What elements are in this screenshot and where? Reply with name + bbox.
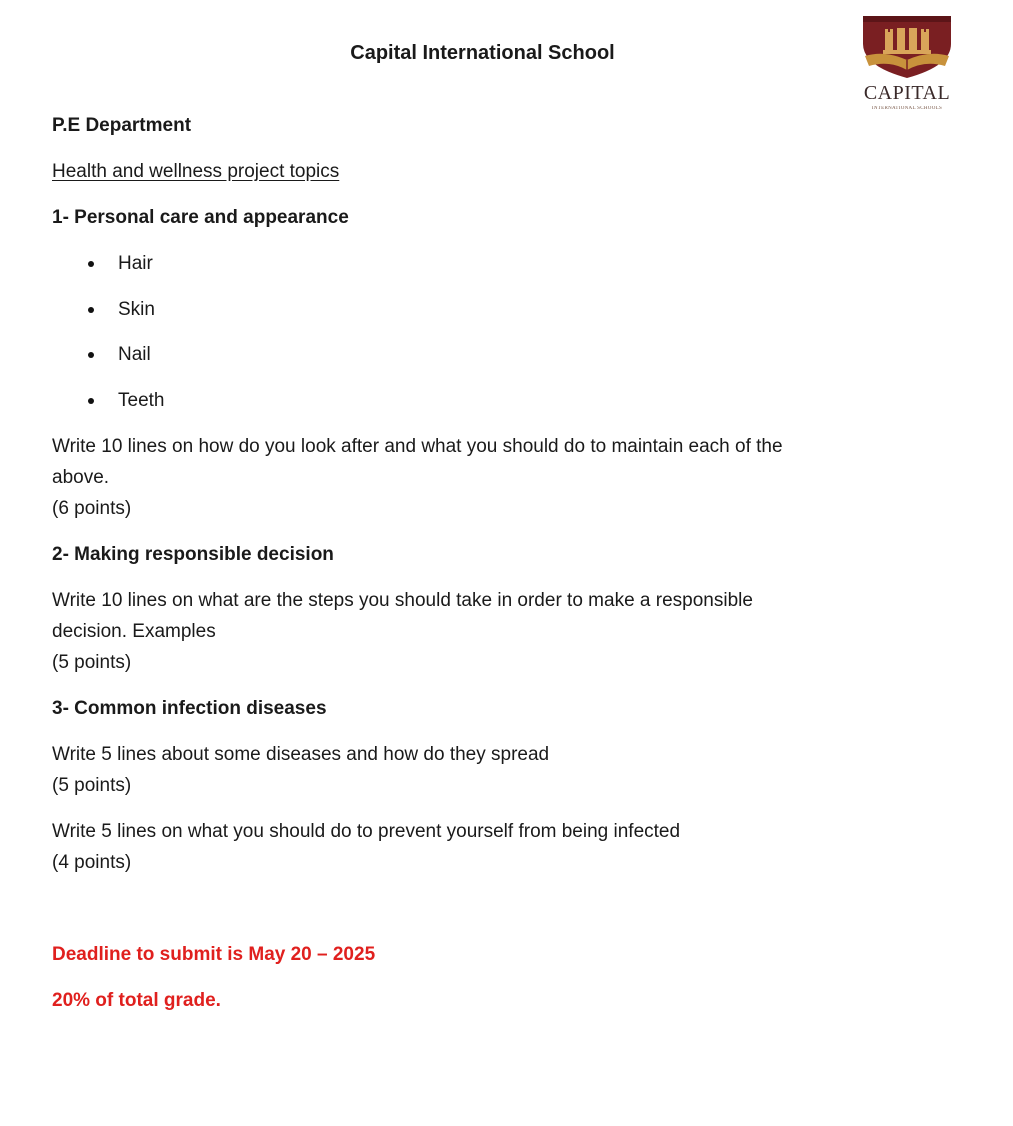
school-logo (855, 10, 959, 118)
section2-points: (5 points) (52, 652, 132, 673)
bullet-icon (88, 307, 94, 313)
department-heading: P.E Department (52, 115, 192, 136)
section1-heading: 1- Personal care and appearance (52, 207, 349, 228)
section1-instruction-line2: above. (52, 467, 110, 488)
logo-tagline: INTERNATIONAL SCHOOLS (871, 106, 943, 111)
school-crest-icon (855, 10, 959, 82)
section1-instruction-line1: Write 10 lines on how do you look after and what you should do to maintain each of the (52, 436, 783, 457)
section2-heading: 2- Making responsible decision (52, 544, 334, 565)
bullet-icon (88, 352, 94, 358)
project-subtitle: Health and wellness project topics (52, 161, 340, 182)
section3-task1-points: (5 points) (52, 775, 132, 796)
section1-points: (6 points) (52, 498, 132, 519)
bullet-icon (88, 261, 94, 267)
logo-wordmark: CAPITAL (863, 82, 951, 104)
section2-instruction-line2: decision. Examples (52, 621, 216, 642)
section3-task2-points: (4 points) (52, 852, 132, 873)
section2-instruction-line1: Write 10 lines on what are the steps you should take in order to make a responsible (52, 590, 753, 611)
school-title: Capital International School (350, 42, 615, 64)
section3-task1: Write 5 lines about some diseases and how do they spread (52, 744, 550, 765)
grade-weight-notice: 20% of total grade. (52, 990, 221, 1011)
list-item-text: Skin (118, 299, 155, 320)
list-item-text: Hair (118, 253, 153, 274)
deadline-notice: Deadline to submit is May 20 – 2025 (52, 944, 376, 965)
list-item-text: Teeth (118, 390, 165, 411)
section3-heading: 3- Common infection diseases (52, 698, 327, 719)
section3-task2: Write 5 lines on what you should do to prevent yourself from being infected (52, 821, 681, 842)
bullet-icon (88, 398, 94, 404)
list-item-text: Nail (118, 344, 151, 365)
